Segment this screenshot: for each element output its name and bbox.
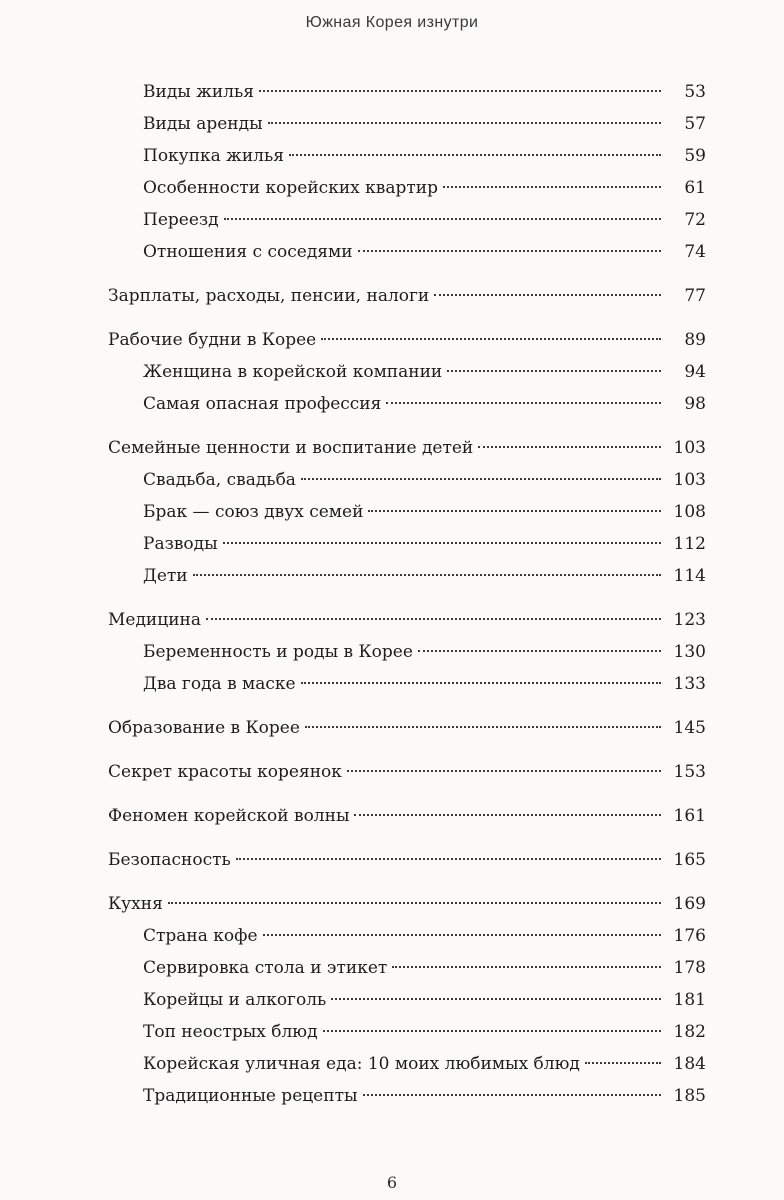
dot-leader xyxy=(354,814,661,816)
dot-leader xyxy=(223,542,661,544)
dot-leader xyxy=(236,858,661,860)
toc-entry-page: 72 xyxy=(684,210,706,230)
toc-entry-title: Страна кофе xyxy=(143,926,258,946)
toc-entry-title: Секрет красоты кореянок xyxy=(108,762,342,782)
toc-entry-page: 53 xyxy=(684,82,706,102)
dot-leader xyxy=(263,934,661,936)
toc-entry-title: Рабочие будни в Корее xyxy=(108,330,317,350)
toc-entry-page: 103 xyxy=(673,438,706,458)
toc-entry xyxy=(108,280,706,312)
toc-entry-page: 165 xyxy=(673,850,706,870)
toc-entry-title: Традиционные рецепты xyxy=(143,1086,358,1106)
dot-leader xyxy=(259,90,661,92)
toc-entry-title: Корейцы и алкоголь xyxy=(143,990,327,1010)
toc-entry-title: Отношения с соседями xyxy=(143,242,353,262)
toc-entry-title: Женщина в корейской компании xyxy=(143,362,443,382)
dot-leader xyxy=(368,510,661,512)
toc-entry xyxy=(108,432,706,464)
toc-entry-page: 103 xyxy=(673,470,706,490)
toc-entry-page: 185 xyxy=(673,1086,706,1106)
toc-entry xyxy=(108,324,706,356)
dot-leader xyxy=(347,770,661,772)
toc-entry-page: 153 xyxy=(673,762,706,782)
toc-entry-page: 182 xyxy=(673,1022,706,1042)
toc-entry xyxy=(108,888,706,920)
toc-entry-title: Особенности корейских квартир xyxy=(143,178,438,198)
dot-leader xyxy=(301,682,661,684)
toc-entry-page: 123 xyxy=(673,610,706,630)
dot-leader xyxy=(392,966,661,968)
toc-entry-title: Медицина xyxy=(108,610,201,630)
toc-entry xyxy=(108,636,706,668)
toc-entry-title: Беременность и роды в Корее xyxy=(143,642,413,662)
toc-entry xyxy=(108,464,706,496)
toc-entry xyxy=(108,712,706,744)
toc-entry-title: Феномен корейской волны xyxy=(108,806,350,826)
toc-entry-page: 77 xyxy=(684,286,706,306)
dot-leader xyxy=(168,902,661,904)
toc-entry-page: 112 xyxy=(673,534,706,554)
toc-entry-title: Кухня xyxy=(108,894,163,914)
dot-leader xyxy=(193,574,661,576)
toc-entry-page: 74 xyxy=(684,242,706,262)
toc-entry xyxy=(108,984,706,1016)
dot-leader xyxy=(323,1030,661,1032)
dot-leader xyxy=(443,186,661,188)
toc-entry xyxy=(108,952,706,984)
toc-entry xyxy=(108,756,706,788)
dot-leader xyxy=(363,1094,661,1096)
toc-entry xyxy=(108,172,706,204)
dot-leader xyxy=(289,154,661,156)
page-number: 6 xyxy=(386,1173,398,1192)
toc-entry xyxy=(108,356,706,388)
toc-entry-title: Покупка жилья xyxy=(143,146,284,166)
toc-entry xyxy=(108,1048,706,1080)
dot-leader xyxy=(321,338,661,340)
toc-entry-title: Самая опасная профессия xyxy=(143,394,382,414)
toc-entry xyxy=(108,668,706,700)
dot-leader xyxy=(331,998,661,1000)
toc-entry-page: 133 xyxy=(673,674,706,694)
dot-leader xyxy=(585,1062,661,1064)
toc-entry-page: 98 xyxy=(684,394,706,414)
dot-leader xyxy=(206,618,661,620)
toc-entry-title: Безопасность xyxy=(108,850,231,870)
toc-entry xyxy=(108,528,706,560)
toc-entry-title: Два года в маске xyxy=(143,674,296,694)
toc-entry xyxy=(108,388,706,420)
toc-entry xyxy=(108,204,706,236)
toc-entry-title: Корейская уличная еда: 10 моих любимых блюд xyxy=(143,1054,580,1074)
toc-entry-title: Топ неострых блюд xyxy=(143,1022,318,1042)
toc-entry-title: Образование в Корее xyxy=(108,718,300,738)
toc-entry-title: Переезд xyxy=(143,210,219,230)
toc-entry xyxy=(108,800,706,832)
toc-entry xyxy=(108,1016,706,1048)
toc-entry xyxy=(108,108,706,140)
toc-entry-page: 61 xyxy=(684,178,706,198)
toc-entry-title: Семейные ценности и воспитание детей xyxy=(108,438,474,458)
toc-entry-title: Разводы xyxy=(143,534,218,554)
toc-entry-title: Виды жилья xyxy=(143,82,254,102)
toc-entry-page: 108 xyxy=(673,502,706,522)
toc-entry-page: 178 xyxy=(673,958,706,978)
dot-leader xyxy=(301,478,661,480)
running-head: Южная Корея изнутри xyxy=(305,14,479,31)
table-of-contents xyxy=(108,76,706,1112)
dot-leader xyxy=(386,402,661,404)
toc-entry-page: 94 xyxy=(684,362,706,382)
toc-entry-title: Зарплаты, расходы, пенсии, налоги xyxy=(108,286,430,306)
toc-entry xyxy=(108,236,706,268)
toc-entry-title: Виды аренды xyxy=(143,114,263,134)
toc-entry xyxy=(108,920,706,952)
toc-entry-page: 59 xyxy=(684,146,706,166)
dot-leader xyxy=(224,218,661,220)
toc-entry-title: Брак — союз двух семей xyxy=(143,502,364,522)
dot-leader xyxy=(478,446,661,448)
toc-entry-title: Свадьба, свадьба xyxy=(143,470,296,490)
toc-entry-page: 169 xyxy=(673,894,706,914)
dot-leader xyxy=(358,250,661,252)
toc-entry-title: Дети xyxy=(143,566,188,586)
dot-leader xyxy=(305,726,661,728)
dot-leader xyxy=(268,122,661,124)
dot-leader xyxy=(434,294,661,296)
toc-entry-page: 130 xyxy=(673,642,706,662)
toc-entry xyxy=(108,560,706,592)
toc-entry-page: 57 xyxy=(684,114,706,134)
toc-entry xyxy=(108,496,706,528)
toc-entry xyxy=(108,844,706,876)
toc-entry xyxy=(108,76,706,108)
dot-leader xyxy=(447,370,661,372)
toc-entry-page: 114 xyxy=(673,566,706,586)
toc-entry-page: 145 xyxy=(673,718,706,738)
toc-entry-page: 184 xyxy=(673,1054,706,1074)
toc-entry-title: Сервировка стола и этикет xyxy=(143,958,388,978)
toc-entry xyxy=(108,1080,706,1112)
toc-entry-page: 176 xyxy=(673,926,706,946)
toc-entry xyxy=(108,604,706,636)
toc-entry-page: 181 xyxy=(673,990,706,1010)
toc-entry xyxy=(108,140,706,172)
toc-entry-page: 161 xyxy=(673,806,706,826)
dot-leader xyxy=(418,650,661,652)
toc-entry-page: 89 xyxy=(684,330,706,350)
